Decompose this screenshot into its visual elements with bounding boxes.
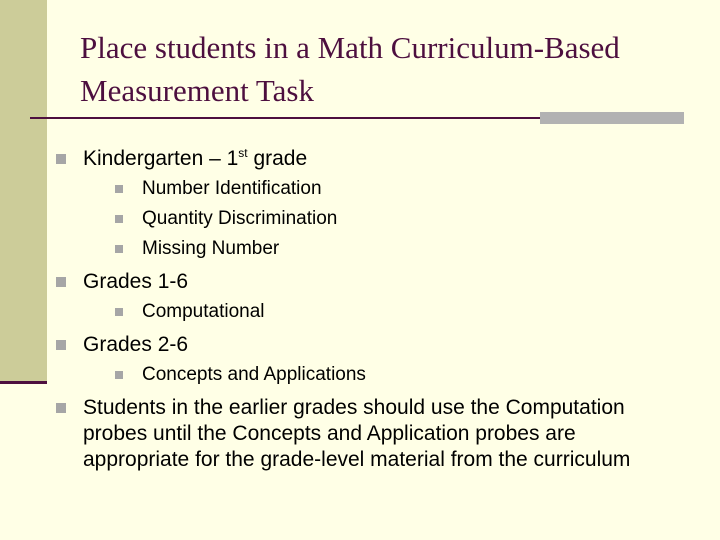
sub-bullet-computational bbox=[115, 297, 686, 327]
sub-bullet-text: Number Identification bbox=[142, 178, 322, 199]
sub-bullet-list bbox=[83, 360, 686, 390]
sub-bullet-text: Quantity Discrimination bbox=[142, 208, 338, 229]
sub-bullet-list bbox=[83, 297, 686, 327]
square-bullet-icon bbox=[115, 245, 123, 253]
square-bullet-icon bbox=[56, 340, 66, 350]
left-decorative-band bbox=[0, 0, 47, 381]
bullet-text: Students in the earlier grades should use the Computation probes until the Concepts and Application probes are appropriate for the grade-level material from the curriculum bbox=[83, 396, 631, 471]
bullet-kindergarten bbox=[56, 146, 686, 264]
bullet-text: Grades 2-6 bbox=[83, 333, 189, 356]
square-bullet-icon bbox=[56, 154, 66, 164]
sub-bullet-number-identification bbox=[115, 174, 686, 204]
sub-bullet-list bbox=[83, 174, 686, 264]
slide-title: Place students in a Math Curriculum-Based Measurement Task bbox=[80, 30, 620, 108]
title-divider-block bbox=[540, 112, 684, 124]
square-bullet-icon bbox=[56, 403, 66, 413]
bullet-text: Kindergarten – 1st grade bbox=[83, 146, 308, 170]
square-bullet-icon bbox=[115, 215, 123, 223]
sub-bullet-concepts-applications bbox=[115, 360, 686, 390]
superscript: st bbox=[238, 146, 248, 160]
sub-bullet-text: Computational bbox=[142, 301, 265, 322]
sub-bullet-missing-number bbox=[115, 234, 686, 264]
bullet-list bbox=[56, 146, 686, 473]
square-bullet-icon bbox=[56, 277, 66, 287]
left-band-accent bbox=[0, 381, 47, 384]
bullet-grades-1-6 bbox=[56, 269, 686, 327]
square-bullet-icon bbox=[115, 371, 123, 379]
square-bullet-icon bbox=[115, 185, 123, 193]
sub-bullet-text: Missing Number bbox=[142, 238, 280, 259]
bullet-grades-2-6 bbox=[56, 332, 686, 390]
square-bullet-icon bbox=[115, 308, 123, 316]
bullet-earlier-grades bbox=[56, 395, 686, 473]
sub-bullet-text: Concepts and Applications bbox=[142, 364, 366, 385]
sub-bullet-quantity-discrimination bbox=[115, 204, 686, 234]
bullet-text: Grades 1-6 bbox=[83, 270, 189, 293]
